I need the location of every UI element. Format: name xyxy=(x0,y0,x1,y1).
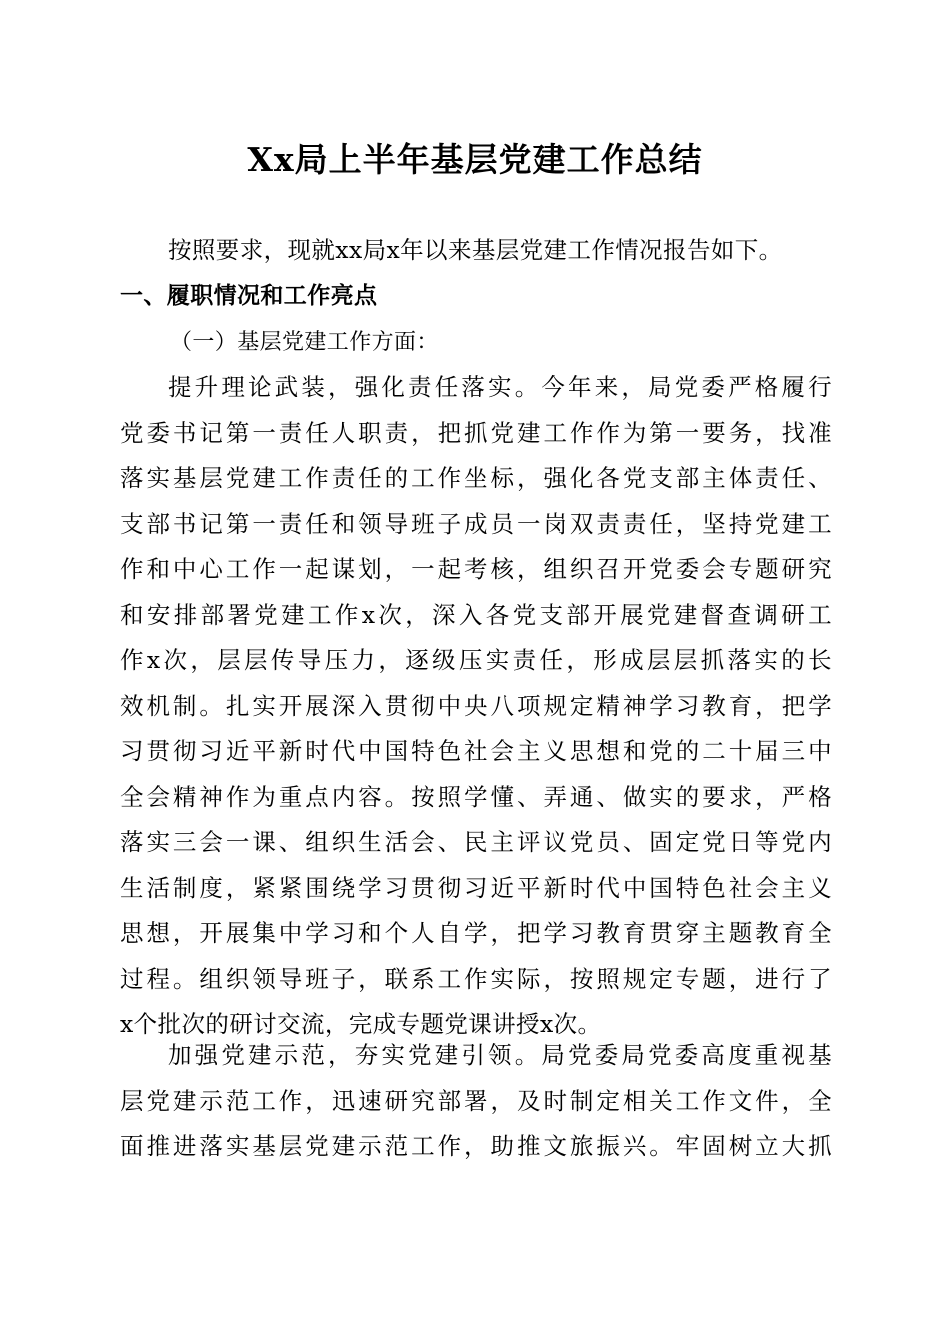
paragraph-line: 作x次，层层传导压力，逐级压实责任，形成层层抓落实的长 xyxy=(120,646,832,674)
paragraph-line: 党委书记第一责任人职责，把抓党建工作作为第一要务，找准 xyxy=(120,418,832,447)
intro-paragraph: 按照要求，现就xx局x年以来基层党建工作情况报告如下。 xyxy=(168,236,783,264)
subsection-heading: （一）基层党建工作方面： xyxy=(170,330,439,355)
paragraph-line: 落实三会一课、组织生活会、民主评议党员、固定党日等党内 xyxy=(120,828,832,856)
paragraph-line: 和安排部署党建工作x次，深入各党支部开展党建督查调研工 xyxy=(120,600,832,629)
paragraph-line: 思想，开展集中学习和个人自学，把学习教育贯穿主题教育全 xyxy=(120,919,832,947)
paragraph-line: 作和中心工作一起谋划，一起考核，组织召开党委会专题研究 xyxy=(120,555,832,583)
paragraph-line: 落实基层党建工作责任的工作坐标，强化各党支部主体责任、 xyxy=(120,464,832,492)
paragraph-line: 效机制。扎实开展深入贯彻中央八项规定精神学习教育，把学 xyxy=(120,691,832,720)
paragraph-line: 过程。组织领导班子，联系工作实际，按照规定专题，进行了 xyxy=(120,964,832,993)
paragraph-line: 生活制度，紧紧围绕学习贯彻习近平新时代中国特色社会主义 xyxy=(120,873,832,902)
section-heading: 一、履职情况和工作亮点 xyxy=(120,283,378,309)
paragraph-theory xyxy=(120,365,832,1048)
paragraph-line: x个批次的研讨交流，完成专题党课讲授x次。 xyxy=(120,1010,602,1038)
paragraph-line: 面推进落实基层党建示范工作，助推文旅振兴。牢固树立大抓 xyxy=(120,1132,832,1160)
document-title: Xx局上半年基层党建工作总结 xyxy=(247,140,703,179)
paragraph-line: 全会精神作为重点内容。按照学懂、弄通、做实的要求，严格 xyxy=(120,782,832,811)
paragraph-line: 支部书记第一责任和领导班子成员一岗双责责任，坚持党建工 xyxy=(120,509,832,538)
paragraph-line: 层党建示范工作，迅速研究部署，及时制定相关工作文件，全 xyxy=(120,1086,832,1115)
paragraph-line: 习贯彻习近平新时代中国特色社会主义思想和党的二十届三中 xyxy=(120,737,832,765)
paragraph-line: 加强党建示范，夯实党建引领。局党委局党委高度重视基 xyxy=(168,1041,832,1069)
paragraph-demonstration xyxy=(120,1033,832,1170)
paragraph-line: 提升理论武装，强化责任落实。今年来，局党委严格履行 xyxy=(168,373,832,401)
